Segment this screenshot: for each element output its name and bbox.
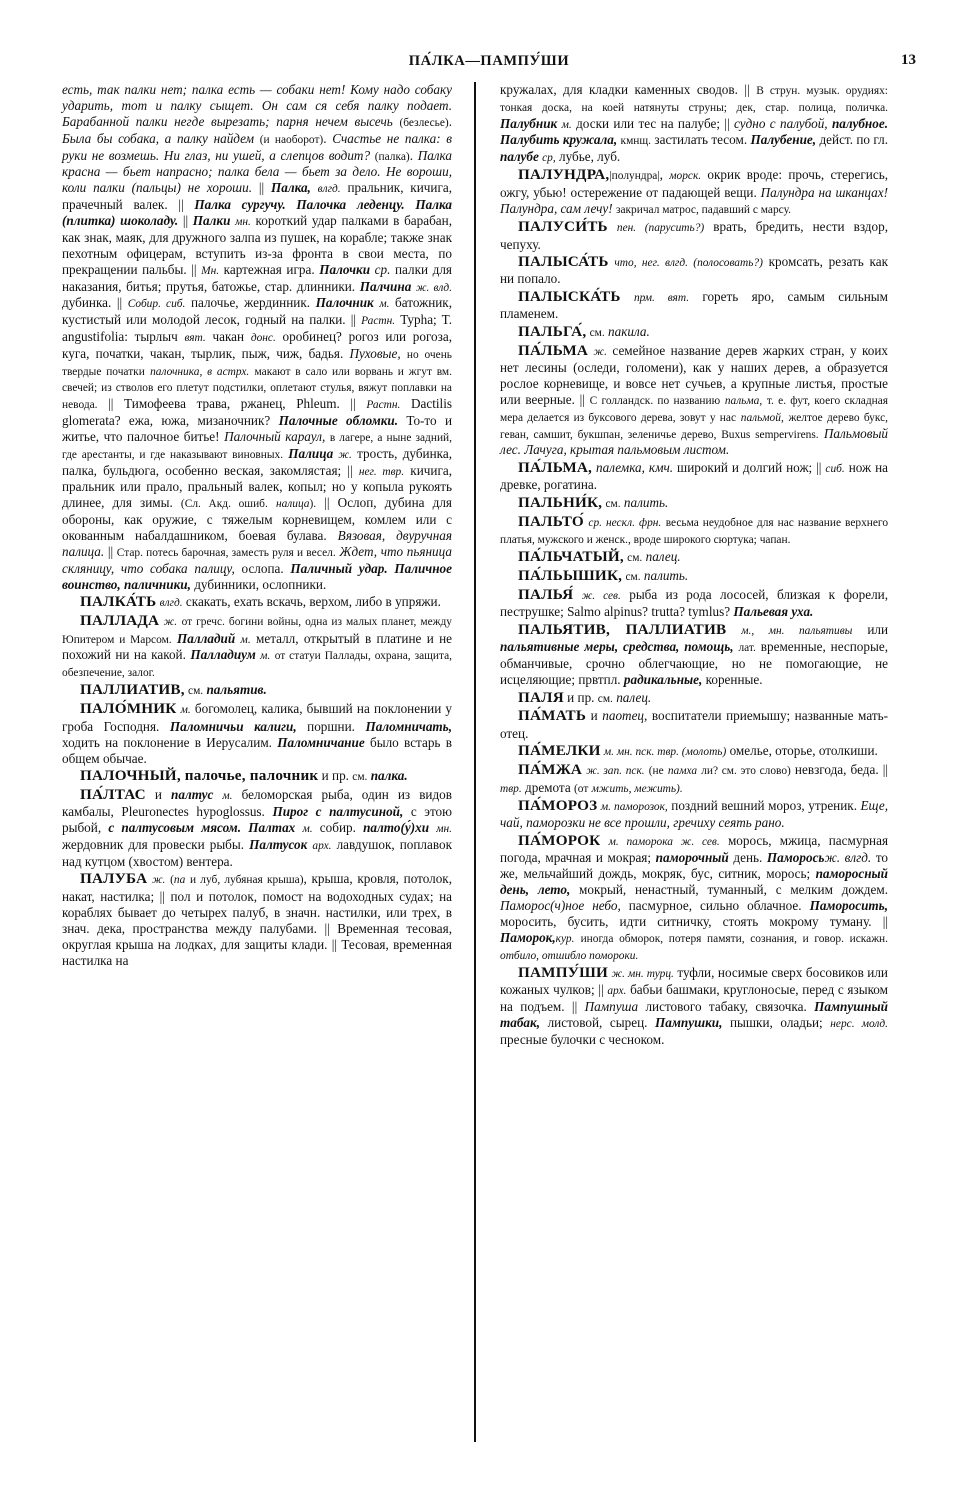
entry-palma: ПА́ЛЬМА ж. семейное название дерев жарких стран, у коих нет лесины (оследи, голомени), как у наших дерев, а образуется рослое корневище, и вовсе нет сучьев, а крупные листья, простые или веерные. || С голландск. по названию пальма, т. е. фут, коего складная мера делается из буксового дерева, зовут у нас пальмой, желтое дерево букс, геван, самшит, букшпан, зеленичье дерево, Buxus sempervirens. Пальмовый лес. Лачуга, крытая пальмовым листом. [500, 341, 889, 458]
entry-palnik: ПАЛЬНИ́К, см. палить. [518, 493, 669, 511]
entry-palchatyi: ПА́ЛЬЧАТЫЙ, см. палец. [518, 548, 681, 566]
entry-palliativ: ПАЛЛИАТИВ, см. пальятив. [80, 681, 267, 699]
left-column [62, 82, 472, 1442]
entry-palga: ПАЛЬГА́, см. пакила. [518, 322, 650, 340]
two-column-body [62, 82, 916, 1442]
right-column [478, 82, 888, 1442]
entry-palya: ПАЛЬЯ́ ж. сев. рыба из рода лососей, близкая к форели, пеструшке; Salmo alpinus? trutta? tymlus? Пальевая уха. [500, 586, 889, 620]
entry-palyativ: ПАЛЬЯТИВ, ПАЛЛИАТИВ м., мн. пальятивы или пальятивные меры, средства, помощь, лат. временные, неспорые, обманчивые, срочно облегчающие, но не помогающие, не исцеляющие; првтпл. радикальные, коренные. [500, 620, 889, 688]
running-head [62, 52, 916, 82]
entry-palkat: ПАЛКА́ТЬ влгд. скакать, ехать вскачь, верхом, либо в упряжи. [80, 593, 441, 611]
entry-palochnyi: ПАЛОЧНЫЙ, палочье, палочник и пр. см. палка. [80, 767, 408, 785]
entry-pamorok: ПА́МОРОК м. паморока ж. сев. морось, мжица, пасмурная погода, мрачная и мокрая; паморочный день. Паморосьж. влгд. то же, мельчайший дождь, мокряк, бус, ситник, морось; паморосный день, лето, мокрый, ненастный, туманный, с мелким дождем. Паморос(ч)ное небо, пасмурное, сильно облачное. Паморосить, моросить, бусить, идти ситничку, стоять мокрому туману. || Паморок,кур. иногда обморок, потеря памяти, сознания, и говор. искажн. отбило, отшибло помороки. [500, 831, 889, 962]
entry-pamzha: ПА́МЖА ж. зап. пск. (не памха ли? см. это слово) невзгода, беда. || твр. дремота (от мжить, межить). [500, 761, 889, 795]
entry-pamat: ПА́МАТЬ и паотец, воспитатели приемышу; названные мать-отец. [500, 707, 888, 741]
entry-pampushi: ПАМПУ́ШИ ж. мн. турц. туфли, носимые сверх босовиков или кожаных чулков; || арх. бабьи башмаки, круглоносые, перед с языком на подъем. || Пампуша листового табаку, связочка. Пампушный табак, листовой, сырец. Пампушки, пышки, оладьи; нерс. молд. пресные булочки с чесноком. [500, 964, 888, 1047]
entry-pamelki: ПА́МЕЛКИ м. мн. пск. твр. (молоть) омелье, оторье, отолкиши. [518, 742, 878, 760]
entry-palyskat: ПАЛЫСКА́ТЬ прм. вят. гореть яро, самым сильным пламенем. [500, 287, 889, 322]
entry-palysat: ПАЛЫСА́ТЬ что, нег. влгд. (полосовать?) кромсать, резать как ни попало. [500, 253, 888, 287]
entry-palya2: ПАЛЯ и пр. см. палец. [518, 688, 652, 706]
paluba-continuation: кружалах, для кладки каменных сводов. || В струн. музык. орудиях: тонкая доска, на коей натянуты струны; дек, стар. полица, поличка. Палубник м. доски или тес на палубе; || судно с палубой, палубное. Палубить кружала, кмнщ. застилать тесом. Палубение, дейст. по гл. палубе ср, лубье, луб. [500, 82, 889, 165]
entry-pamoroz: ПА́МОРОЗ м. паморозок, поздний вешний мороз, утреник. Еще, чай, паморозки не все прошли, гречиху сеять рано. [500, 796, 888, 831]
page-number: 13 [901, 52, 916, 68]
entry-palomnik: ПАЛО́МНИК м. богомолец, калика, бывший на поклонении у гроба Господня. Паломничьи калиги, поршни. Паломничать, ходить на поклонение в Иерусалим. Паломничание было встарь в общем обычае. [62, 700, 453, 766]
entry-paltas: ПА́ЛТАС и палтус м. беломорская рыба, один из видов камбалы, Pleuronectes hypoglossus. Пирог с палтусиной, с этою рыбой, с палтусовым мясом. Палтах м. собир. палто(у́)хи мн. жердовник для провески рыбы. Палтусок арх. лавдушок, поплавок над кутцом (хвостом) вентера. [62, 786, 453, 869]
palka-continuation: есть, так палки нет; палка есть — собаки нет! Кому надо собаку ударить, тот и палку сыщет. Он сам ся себя палку подает. Барабанной палки негде вырезать; парня нечем высечь (безлесье). Была бы собака, а палку найдем (и наоборот). Счастье не палка: в руки не возмешь. Ни глаз, ни ушей, а слепцов водит? (палка). Палка красна — бьет напрасно; палка бела — бьет за дело. Не вороши, коли палки (пальцы) не хороши. || Палка, влгд. пральник, кичига, прачечный валек. || Палка сургучу. Палочка леденцу. Палка (плитка) шоколаду. || Палки мн. короткий удар палками в барабан, как знак, маяк, для дружного залпа из пушек, на корабле; также знак пехотным офицерам, вступить из-за фронта в свои места, по прекращении пальбы. || Мн. картежная игра. Палочки ср. палки для наказания, битья; прутья, батожье, стар. длинники. Палчина ж. влд. дубинка. || Собир. сиб. палочье, жердинник. Палочник м. батожник, кустистый или молодой лесок, годный на палки. || Растн. Typha; T. angustifolia: тырлыч вят. чакан донс. оробинец? рогоз или рогоза, куга, початки, чакан, тырлик, пыж, чиж, бадья. Пуховые, но очень твердые початки палочника, в астрх. макают в сало или ворвань и жгут вм. свечей; из стволов его плетут подстилки, оплетают стулья, вяжут поплавки на невода. || Тимофеева трава, ржанец, Phleum. || Растн. Dactilis glomerata? ежа, южа, мизаночник? Палочные обломки. То-то и житье, что палочное битье! Палочный караул, в лагере, а ныне задний, где арестанты, и где наказывают виновных. Палица ж. трость, дубинка, палка, бульдюга, особенно веская, закомлястая; || нег. твр. кичига, пральник или прало, пральный валек, копыл; но у копыла рукоять длинее, для зимы. (Сл. Акд. ошиб. налица). || Ослоп, дубина для обороны, как оружие, с тяжелым корневищем, комлем или с окованным набалдашником, боевая булава. Вязовая, двуручная палица. || Стар. потесь барочная, заместь руля и весел. Ждет, что пьяница скляницу, что собака палицу, ослопа. Паличный удар. Паличное воинство, паличники, дубинники, ослопники. [62, 82, 453, 592]
entry-palundra: ПАЛУНДРА,|полундра|, морск. окрик вроде: прочь, стерегись, ожгу, убью! остережение от падающей вещи. Палундра на шканцах! Палундра, сам лечу! закричал матрос, падавший с марсу. [500, 166, 889, 216]
entry-palusit: ПАЛУСИ́ТЬ пен. (парусить?) врать, бредить, нести вздор, чепуху. [500, 218, 889, 252]
entry-palma2: ПА́ЛЬМА, палемка, кмч. широкий и долгий нож; || сиб. нож на древке, рогатина. [500, 458, 888, 493]
running-head-title: ПА́ЛКА—ПАМПУ́ШИ [408, 53, 570, 69]
entry-palto: ПАЛЬТО́ ср. нескл. фрн. весьма неудобное для нас название верхнего платья, мужского и женск., вроде широкого сюртука; чапан. [500, 512, 889, 546]
entry-palyshik: ПА́ЛЬЫШИК, см. палить. [518, 567, 689, 585]
column-divider [474, 82, 476, 1442]
entry-pallada: ПАЛЛАДА ж. от гречс. богини войны, одна из малых планет, между Юпитером и Марсом. Палладий м. металл, открытый в платине и не похожий ни на какой. Палладиум м. от статуи Паллады, охрана, защита, обезпечение, залог. [62, 612, 453, 680]
entry-paluba: ПАЛУБА ж. (па и луб, лубяная крыша), крыша, кровля, потолок, накат, настилка; || пол и потолок, помост на водоходных судах; на кораблях бывает до четырех палуб, в значн. настилки, или трех, в знач. дека, пространства между палубами. || Временная тесовая, округлая крыша на лодках, для защиты клади. || Тесовая, временная настилка на [62, 870, 453, 968]
